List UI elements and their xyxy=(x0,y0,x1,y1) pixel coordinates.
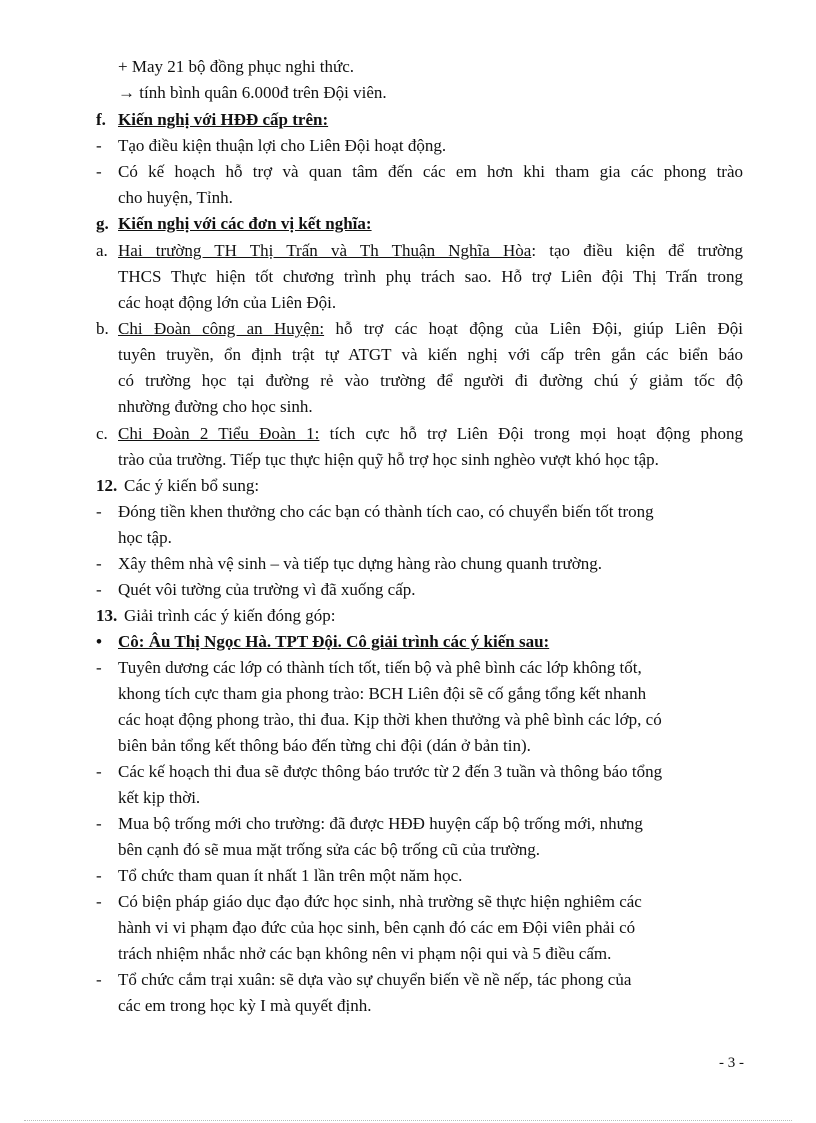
list-marker: a. xyxy=(96,241,108,260)
text-line: khong tích cực tham gia phong trào: BCH Liên đội sẽ cố gắng tổng kết nhanh xyxy=(118,684,647,703)
text-line: Tổ chức cắm trại xuân: sẽ dựa vào sự chuyển biến về nề nếp, tác phong của xyxy=(118,970,632,989)
text-line: Có biện pháp giáo dục đạo đức học sinh, nhà trường sẽ thực hiện nghiêm các xyxy=(118,892,642,911)
text-line: tuyên truyền, ổn định trật tự ATGT và kiến nghị với cấp trên gắn các biển báo xyxy=(118,345,743,364)
bullet-dash: - xyxy=(96,554,102,573)
text-line: → tính bình quân 6.000đ trên Đội viên. xyxy=(118,83,387,102)
text-line: các hoạt động lớn của Liên Đội. xyxy=(118,293,337,312)
text-line: Các kế hoạch thi đua sẽ được thông báo trước từ 2 đến 3 tuần và thông báo tổng xyxy=(118,762,663,781)
bullet-dash: - xyxy=(96,136,102,155)
text-line xyxy=(118,316,743,342)
bullet-dash: - xyxy=(96,580,102,599)
item-label: Chi Đoàn 2 Tiểu Đoàn 1: xyxy=(118,424,320,443)
item-label: Hai trường TH Thị Trấn và Th Thuận Nghĩa Hòa xyxy=(118,241,532,260)
list-marker: c. xyxy=(96,424,108,443)
section-marker: g. xyxy=(96,214,109,233)
text-line: các em trong học kỳ I mà quyết định. xyxy=(118,996,372,1015)
item-text: tích cực hỗ trợ Liên Đội trong mọi hoạt động phong xyxy=(319,424,743,443)
text-line: Tổ chức tham quan ít nhất 1 lần trên một năm học. xyxy=(118,866,463,885)
section-number: 13. xyxy=(96,606,118,625)
bullet-dash: - xyxy=(96,162,102,181)
bullet-dash: - xyxy=(96,502,102,521)
text-line: kết kịp thời. xyxy=(118,788,201,807)
text-line: bên cạnh đó sẽ mua mặt trống sửa các bộ trống cũ của trường. xyxy=(118,840,541,859)
bullet-dash: - xyxy=(96,762,102,781)
bullet-dash: - xyxy=(96,814,102,833)
text-line: Quét vôi tường của trường vì đã xuống cấp. xyxy=(118,580,416,599)
item-text: hỗ trợ các hoạt động của Liên Đội, giúp Liên Đội xyxy=(324,319,743,338)
text-line: Tuyên dương các lớp có thành tích tốt, tiến bộ và phê bình các lớp không tốt, xyxy=(118,658,642,677)
text-line: cho huyện, Tỉnh. xyxy=(118,188,233,207)
bullet-dash: - xyxy=(96,892,102,911)
bullet-dash: - xyxy=(96,970,102,989)
text-line: có trường học tại đường rẻ vào trường để người đi đường chú ý giảm tốc độ xyxy=(118,371,743,390)
text-line: trách nhiệm nhắc nhở các bạn không nên vi phạm nội qui và 5 điều cấm. xyxy=(118,944,612,963)
section-title: Các ý kiến bổ sung: xyxy=(124,476,260,495)
text-line: các hoạt động phong trào, thi đua. Kịp thời khen thưởng và phê bình các lớp, có xyxy=(118,710,662,729)
bullet-dash: - xyxy=(96,658,102,677)
section-marker: f. xyxy=(96,110,106,129)
list-marker: b. xyxy=(96,319,109,338)
item-label: Chi Đoàn công an Huyện: xyxy=(118,319,325,338)
text-line: Đóng tiền khen thưởng cho các bạn có thành tích cao, có chuyển biến tốt trong xyxy=(118,502,654,521)
page-number: - 3 - xyxy=(719,1055,744,1071)
text-line: Xây thêm nhà vệ sinh – và tiếp tục dựng hàng rào chung quanh trường. xyxy=(118,554,602,573)
text-line: học tập. xyxy=(118,528,172,547)
bullet-dash: - xyxy=(96,866,102,885)
bullet-dot: • xyxy=(96,632,102,651)
text-line: Tạo điều kiện thuận lợi cho Liên Đội hoạt động. xyxy=(118,136,447,155)
text-line xyxy=(118,421,743,447)
section-heading: Kiến nghị với các đơn vị kết nghĩa: xyxy=(118,214,372,233)
text-line: Có kế hoạch hỗ trợ và quan tâm đến các em hơn khi tham gia các phong trào xyxy=(118,162,743,181)
footer-divider xyxy=(24,1120,792,1121)
section-title: Giải trình các ý kiến đóng góp: xyxy=(124,606,336,625)
text-line xyxy=(118,238,743,264)
text-line: trào của trường. Tiếp tục thực hiện quỹ hỗ trợ học sinh nghèo vượt khó học tập. xyxy=(118,450,659,469)
text-line: hành vi vi phạm đạo đức của học sinh, bên cạnh đó các em Đội viên phải có xyxy=(118,918,636,937)
text-line: Mua bộ trống mới cho trường: đã được HĐĐ huyện cấp bộ trống mới, nhưng xyxy=(118,814,643,833)
text-line: biên bản tổng kết thông báo đến từng chi đội (dán ở bản tin). xyxy=(118,736,531,755)
text-line: + May 21 bộ đồng phục nghi thức. xyxy=(118,57,354,76)
item-text: : tạo điều kiện để trường xyxy=(531,241,743,260)
section-number: 12. xyxy=(96,476,118,495)
speaker-heading: Cô: Âu Thị Ngọc Hà. TPT Đội. Cô giải trình các ý kiến sau: xyxy=(118,632,550,651)
section-heading: Kiến nghị với HĐĐ cấp trên: xyxy=(118,110,329,129)
text-line: THCS Thực hiện tốt chương trình phụ trách sao. Hỗ trợ Liên đội Thị Trấn trong xyxy=(118,267,743,286)
text-line: nhường đường cho học sinh. xyxy=(118,397,313,416)
